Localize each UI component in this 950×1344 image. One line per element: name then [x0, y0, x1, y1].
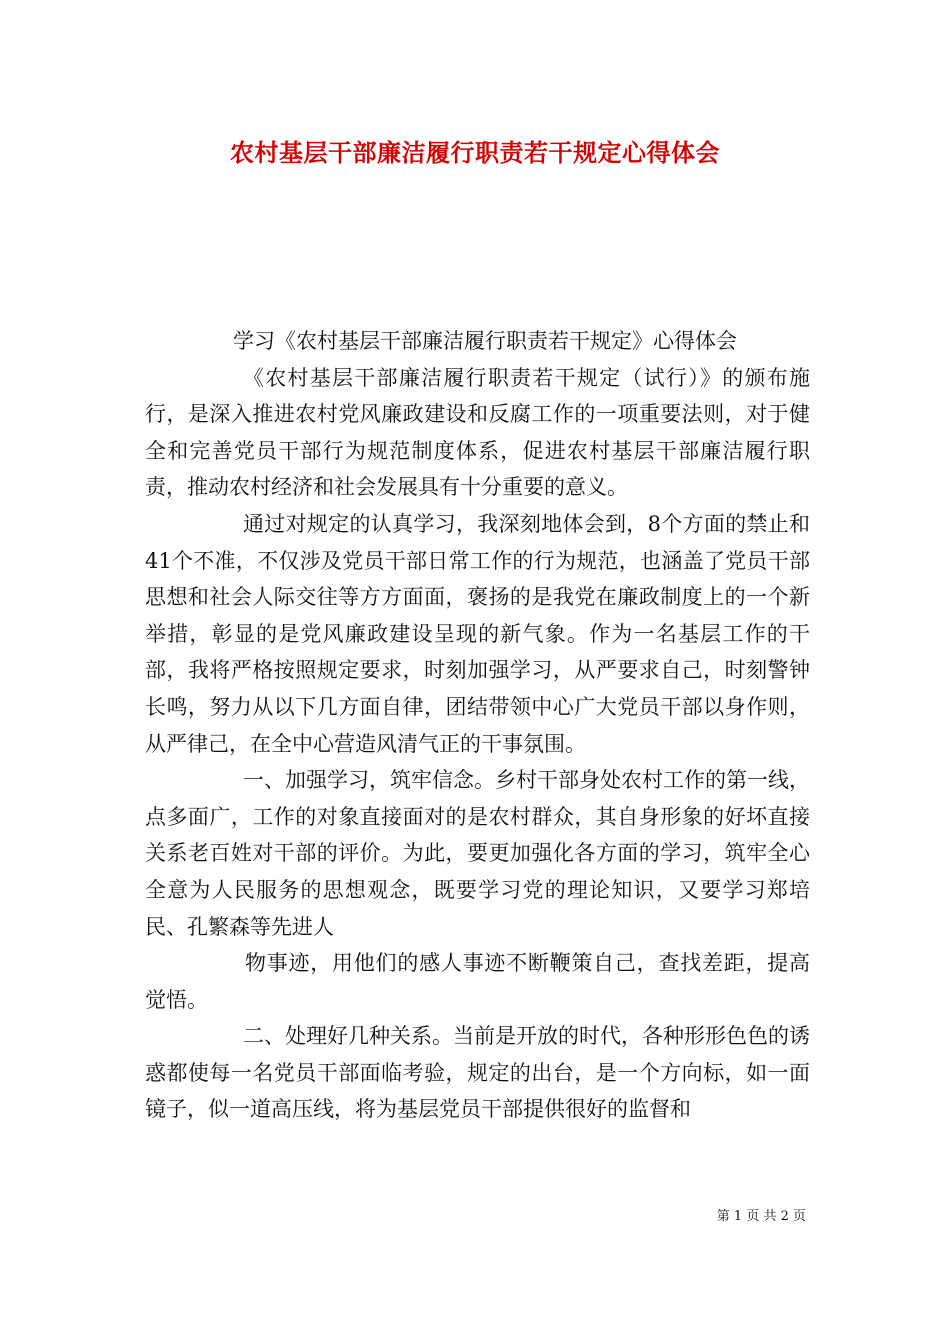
paragraph: 一、加强学习，筑牢信念。乡村干部身处农村工作的第一线，点多面广，工作的对象直接面对的是农村群众，其自身形象的好坏直接关系老百姓对干部的评价。为此，要更加强化各方面的学习，筑牢全心全意为人民服务的思想观念，既要学习党的理论知识，又要学习郑培民、孔繁森等先进人 — [145, 768, 810, 939]
document-subtitle: 学习《农村基层干部廉洁履行职责若干规定》心得体会 — [233, 329, 737, 353]
paragraph: 二、处理好几种关系。当前是开放的时代，各种形形色色的诱惑都使每一名党员干部面临考验，规定的出台，是一个方向标，如一面镜子，似一道高压线，将为基层党员干部提供很好的监督和 — [145, 1024, 810, 1122]
paragraph: 物事迹，用他们的感人事迹不断鞭策自己，查找差距，提高觉悟。 — [145, 951, 810, 1012]
paragraph: 通过对规定的认真学习，我深刻地体会到，8个方面的禁止和41个不准，不仅涉及党员干部日常工作的行为规范，也涵盖了党员干部思想和社会人际交往等方方面面，褒扬的是我党在廉政制度上的一个新举措，彰显的是党风廉政建设呈现的新气象。作为一名基层工作的干部，我将严格按照规定要求，时刻加强学习，从严要求自己，时刻警钟长鸣，努力从以下几方面自律，团结带领中心广大党员干部以身作则，从严律己，在全中心营造风清气正的干事氛围。 — [145, 511, 810, 756]
document-title: 农村基层干部廉洁履行职责若干规定心得体会 — [230, 138, 720, 167]
document-body — [145, 323, 810, 1128]
paragraph: 《农村基层干部廉洁履行职责若干规定（试行）》的颁布施行，是深入推进农村党风廉政建设和反腐工作的一项重要法则，对于健全和完善党员干部行为规范制度体系，促进农村基层干部廉洁履行职责，推动农村经济和社会发展具有十分重要的意义。 — [145, 365, 810, 500]
page-number: 第 1 页 共 2 页 — [716, 1209, 806, 1224]
